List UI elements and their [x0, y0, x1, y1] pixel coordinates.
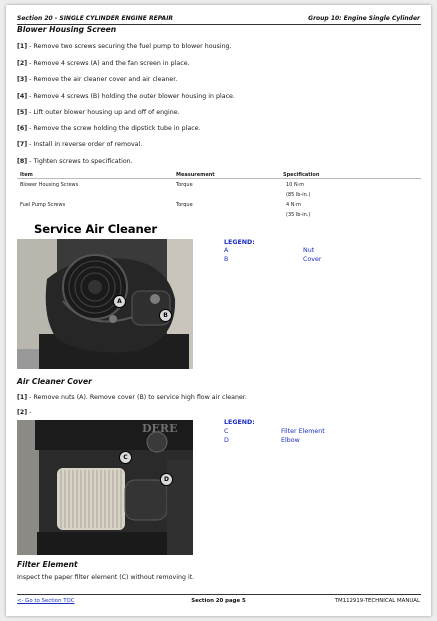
legend-title: LEGEND: — [224, 419, 255, 426]
step-item: [6] - Remove the screw holding the dipstick tube in place. — [17, 125, 201, 132]
callout-a: A — [113, 295, 126, 308]
table-header-item: Item — [20, 172, 33, 178]
page-number: Section 20 page 5 — [191, 598, 246, 604]
table-divider — [17, 178, 421, 179]
step-item: [2] - Remove 4 screws (A) and the fan screen in place. — [17, 60, 190, 67]
legend-title: LEGEND: — [224, 239, 255, 246]
footer-rule — [17, 594, 421, 595]
legend-value: Filter Element — [281, 428, 325, 435]
table-cell-measurement: Torque — [176, 182, 193, 188]
engine-top-photo — [17, 239, 193, 369]
legend-value: Cover — [303, 256, 322, 263]
air-cleaner-cover-heading: Air Cleaner Cover — [17, 377, 92, 386]
step-item: [1] - Remove nuts (A). Remove cover (B) to service high flow air cleaner. — [17, 394, 247, 401]
engine-top-image — [17, 239, 193, 369]
step-item: [5] - Lift outer blower housing up and off of engine. — [17, 109, 180, 116]
blower-housing-heading: Blower Housing Screen — [17, 25, 117, 34]
brand-text: DERE — [142, 422, 178, 435]
step-item: [8] - Tighten screws to specification. — [17, 158, 133, 165]
callout-d: D — [160, 473, 173, 486]
table-header-specification: Specification — [283, 172, 320, 178]
legend-key: A — [224, 247, 229, 254]
filter-element-heading: Filter Element — [17, 560, 78, 569]
legend-key: D — [224, 437, 229, 444]
table-cell-spec: 10 N·m — [286, 182, 305, 188]
step-item: [1] - Remove two screws securing the fuel pump to blower housing. — [17, 43, 232, 50]
step-item: [3] - Remove the air cleaner cover and air cleaner. — [17, 76, 178, 83]
legend-value: Nut — [303, 247, 315, 254]
filter-element-text: Inspect the paper filter element (C) without removing it. — [17, 574, 195, 581]
step-item: [4] - Remove 4 screws (B) holding the outer blower housing in place. — [17, 93, 235, 100]
table-cell-measurement: Torque — [176, 202, 193, 208]
header-group: Group 10: Engine Single Cylinder — [308, 15, 420, 22]
table-cell-spec-alt: (35 lb-in.) — [286, 212, 311, 218]
manual-id: TM112919-TECHNICAL MANUAL — [334, 598, 420, 604]
legend-key: B — [224, 256, 229, 263]
header-section: Section 20 - SINGLE CYLINDER ENGINE REPAIR — [17, 15, 174, 22]
table-header-measurement: Measurement — [176, 172, 215, 178]
table-cell-spec-alt: (85 lb-in.) — [286, 192, 311, 198]
service-air-cleaner-title: Service Air Cleaner — [34, 222, 158, 236]
table-cell-spec: 4 N·m — [286, 202, 301, 208]
table-cell-item: Fuel Pump Screws — [20, 202, 66, 208]
step-item: [2] - — [17, 409, 32, 416]
step-item: [7] - Install in reverse order of removal. — [17, 141, 143, 148]
callout-b: B — [159, 309, 172, 322]
legend-key: C — [224, 428, 229, 435]
table-cell-item: Blower Housing Screws — [20, 182, 79, 188]
air-filter-photo — [17, 420, 193, 555]
manual-page — [6, 5, 431, 616]
air-filter-image — [17, 420, 193, 555]
section-toc-link[interactable]: <- Go to Section TOC — [17, 598, 75, 604]
legend-value: Elbow — [281, 437, 300, 444]
callout-c: C — [119, 451, 132, 464]
